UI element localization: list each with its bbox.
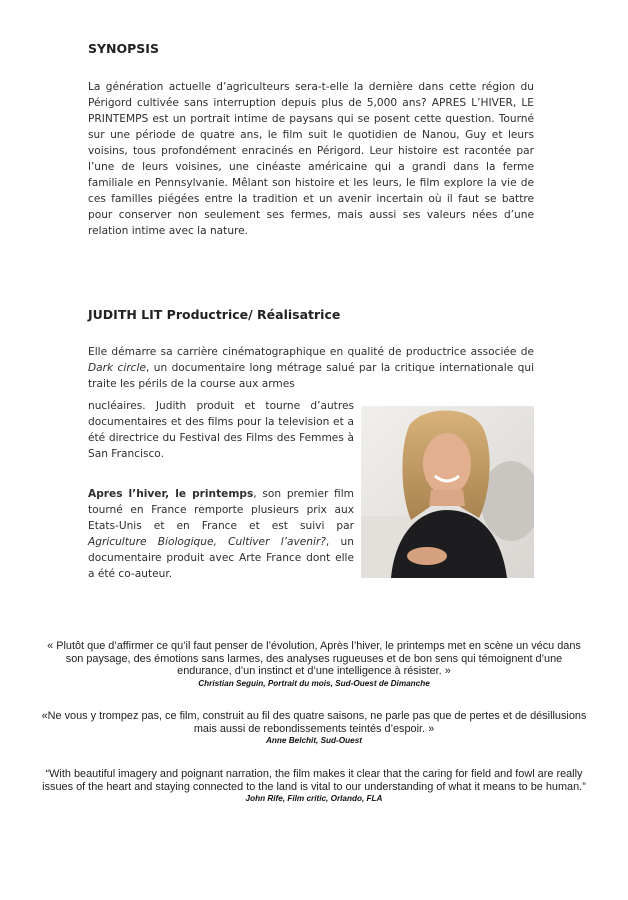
- synopsis-text: La génération actuelle d’agriculteurs sera-t-elle la dernière dans cette région du Périgord cultivée sans interruption depuis plus de 5,000 ans? APRES L’HIVER, LE PRINTEMPS est un portrait intime de paysans qui se posent cette question. Tourné sur une période de quatre ans, le film suit le quotidien de Nanou, Guy et leurs voisins, tous profondément enracinés en Périgord. Leur histoire est racontée par l’une de leurs voisines, une cinéaste américaine qui a grandi dans la ferme familiale en Pennsylvanie. Mêlant son histoire et les leurs, le film explore la vie de ces familles piégées entre la tradition et un avenir incertain où il faut se battre pour conserver non seulement ses fermes, mais aussi ses valeurs nées d’une relation intime avec la nature.: [88, 81, 534, 237]
- press-quote-3: [40, 768, 588, 804]
- portrait-illustration: [361, 406, 534, 578]
- quote-author: John Rife, Film critic, Orlando, FLA: [245, 794, 383, 804]
- director-portrait-photo: [361, 406, 534, 578]
- bio-p1-before: Elle démarre sa carrière cinématographique en qualité de productrice associée de: [88, 346, 534, 358]
- quote-text: «Ne vous y trompez pas, ce film, construit au fil des quatre saisons, ne parle pas que de pertes et de désillusions mais aussi de rebondissements teintés d’espoir. »: [41, 710, 587, 735]
- bio-p3-after: , un documentaire produit avec Arte France dont elle a été co-auteur.: [88, 536, 354, 580]
- synopsis-heading: SYNOPSIS: [88, 41, 159, 56]
- press-quote-2: [40, 710, 588, 746]
- quote-author: Anne Belchit, Sud-Ouest: [266, 736, 362, 746]
- bio-p3-film-title-2: Agriculture Biologique, Cultiver l’avenir?: [88, 536, 326, 548]
- bio-paragraph-2: nucléaires. Judith produit et tourne d’autres documentaires et des films pour la television et a été directrice du Festival des Films des Femmes à San Francisco.: [88, 400, 354, 460]
- quote-text: « Plutôt que d’affirmer ce qu’il faut penser de l’évolution, Après l’hiver, le printemps met en scène un vécu dans son paysage, des émotions sans larmes, des analyses rugueuses et de bon sens qui témoignent d’une endurance, d’un instinct et d’une intelligence à résister. »: [47, 640, 581, 678]
- bio-p3-mid: , son premier film tourné en France remporte plusieurs prix aux Etats-Unis et en France et est suivi par: [88, 488, 354, 532]
- bio-heading: JUDITH LIT Productrice/ Réalisatrice: [88, 307, 341, 322]
- bio-p1-after: , un documentaire long métrage salué par la critique internationale qui traite les périls de la course aux armes: [88, 362, 535, 390]
- quote-text: “With beautiful imagery and poignant narration, the film makes it clear that the caring for field and fowl are really issues of the heart and staying connected to the land is vital to our understanding of what it means to be human.”: [42, 768, 586, 793]
- press-quote-1: [40, 640, 588, 689]
- bio-p1-film-title: Dark circle: [88, 362, 146, 374]
- bio-p3-film-title: Apres l’hiver, le printemps: [88, 488, 254, 500]
- quote-author: Christian Seguin, Portrait du mois, Sud-Ouest de Dimanche: [198, 678, 430, 688]
- bio-paragraph-1: [88, 344, 534, 392]
- bio-paragraph-3: [88, 486, 354, 582]
